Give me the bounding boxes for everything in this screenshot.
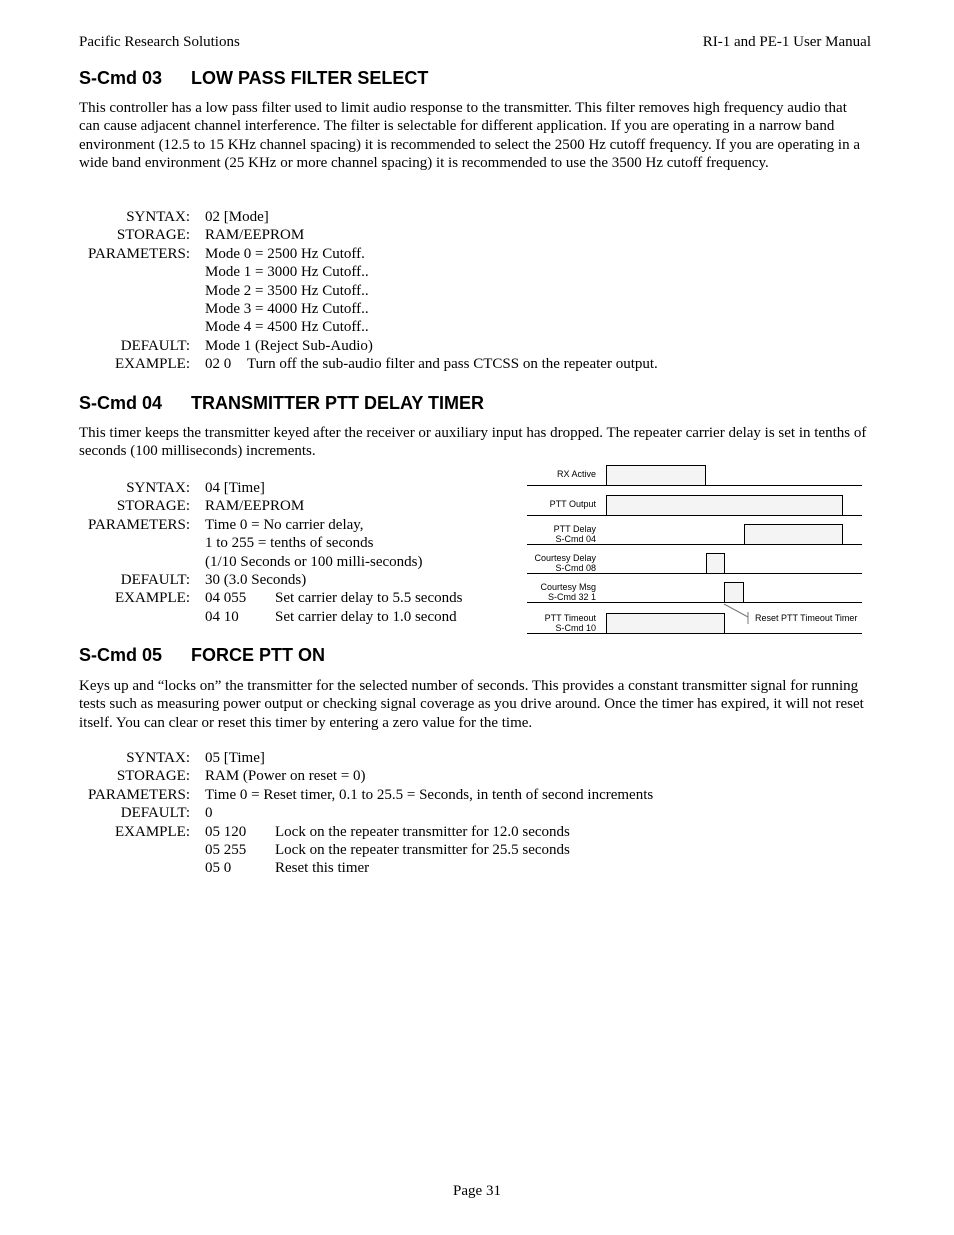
example-command: 05 0 (205, 860, 232, 877)
annotation-reset-ptt-timeout: Reset PTT Timeout Timer (755, 613, 858, 623)
signal-label-ptt-timeout: PTT Timeout S-Cmd 10 (544, 613, 596, 633)
storage-label: STORAGE: (116, 768, 190, 785)
signal-label-courtesy-delay: Courtesy Delay S-Cmd 08 (534, 553, 596, 573)
parameter-line: Time 0 = Reset timer, 0.1 to 25.5 = Seconds, in tenth of second increments (205, 786, 654, 803)
parameter-line: (1/10 Seconds or 100 milli-seconds) (205, 553, 423, 570)
example-label: EXAMPLE: (115, 356, 190, 373)
header-left: Pacific Research Solutions (79, 34, 240, 50)
storage-value: RAM (Power on reset = 0) (205, 768, 366, 785)
section-title: LOW PASS FILTER SELECT (191, 68, 429, 88)
signal-baseline (527, 573, 862, 574)
section-heading-scmd03 (79, 68, 428, 89)
section-description: Keys up and “locks on” the transmitter for the selected number of seconds. This provides a constant transmitter signal for running tests such as measuring power output or checking signal coverage as you drive around. Once the timer has expired, it will not reset itself. You can clear or reset this timer by entering a zero value for the time. (79, 678, 864, 731)
default-label: DEFAULT: (120, 571, 190, 588)
signal-label-rx-active: RX Active (556, 469, 596, 479)
signal-baseline (527, 544, 862, 545)
parameters-label: PARAMETERS: (88, 786, 190, 803)
parameter-line: Time 0 = No carrier delay, (205, 516, 364, 533)
parameter-line: Mode 2 = 3500 Hz Cutoff.. (205, 282, 369, 299)
section-description: This controller has a low pass filter used to limit audio response to the transmitter. This filter removes high frequency audio that can cause adjacent channel interference. The filter is selectable for different application. If you are operating in a narrow band environment (12.5 to 15 KHz channel spacing) it is recommended to select the 2500 Hz cutoff frequency. If you are operating in a wide band environment (25 KHz or more channel spacing) it is recommended to use the 3500 Hz cutoff frequency. (79, 100, 860, 172)
section-heading-scmd05 (79, 645, 325, 666)
default-label: DEFAULT: (120, 337, 190, 354)
section-description: This timer keeps the transmitter keyed after the receiver or auxiliary input has dropped. The repeater carrier delay is set in tenths of seconds (100 milliseconds) increments. (79, 425, 867, 460)
syntax-value: 05 [Time] (205, 750, 265, 766)
example-label: EXAMPLE: (115, 823, 190, 840)
example-description: Lock on the repeater transmitter for 12.0 seconds (275, 823, 570, 840)
section-heading-scmd04 (79, 393, 484, 414)
syntax-value: 02 [Mode] (205, 209, 269, 225)
syntax-value: 04 [Time] (205, 480, 265, 496)
syntax-label: SYNTAX: (126, 480, 190, 496)
parameters-label: PARAMETERS: (88, 516, 190, 533)
section-number: S-Cmd 04 (79, 393, 163, 413)
example-description: Lock on the repeater transmitter for 25.5 seconds (275, 841, 570, 858)
storage-label: STORAGE: (116, 498, 190, 515)
parameter-line: Mode 1 = 3000 Hz Cutoff.. (205, 264, 369, 281)
example-command: 04 055 (205, 590, 247, 607)
signal-label-ptt-delay: PTT Delay S-Cmd 04 (553, 524, 596, 544)
example-command: 05 120 (205, 823, 247, 840)
signal-baseline (527, 633, 862, 634)
command-spec-scmd04 (79, 479, 519, 626)
example-command: 02 0 (205, 356, 232, 373)
default-value: 30 (3.0 Seconds) (205, 571, 307, 588)
signal-baseline (527, 602, 862, 603)
example-description: Set carrier delay to 5.5 seconds (275, 590, 463, 607)
section-title: TRANSMITTER PTT DELAY TIMER (191, 393, 485, 413)
parameters-label: PARAMETERS: (88, 245, 190, 262)
example-description: Turn off the sub-audio filter and pass CTCSS on the repeater output. (247, 356, 658, 373)
section-number: S-Cmd 03 (79, 68, 163, 88)
default-value: Mode 1 (Reject Sub-Audio) (205, 337, 373, 354)
page-number: Page 31 (453, 1183, 501, 1199)
signal-pulse-ptt-timeout (606, 613, 725, 634)
section-title: FORCE PTT ON (191, 645, 325, 665)
example-command: 04 10 (205, 608, 239, 625)
signal-baseline (527, 485, 862, 486)
signal-pulse-ptt-output (606, 495, 843, 516)
signal-label-courtesy-msg: Courtesy Msg S-Cmd 32 1 (540, 582, 596, 602)
storage-value: RAM/EEPROM (205, 227, 305, 244)
parameter-line: Mode 4 = 4500 Hz Cutoff.. (205, 319, 369, 336)
default-label: DEFAULT: (120, 805, 190, 822)
storage-value: RAM/EEPROM (205, 498, 305, 515)
signal-label-ptt-output: PTT Output (549, 499, 596, 509)
example-description: Reset this timer (275, 860, 370, 877)
command-spec-scmd05 (79, 749, 879, 878)
example-description: Set carrier delay to 1.0 second (275, 608, 457, 625)
command-spec-scmd03 (79, 208, 879, 374)
header-right: RI-1 and PE-1 User Manual (702, 34, 871, 50)
syntax-label: SYNTAX: (126, 750, 190, 766)
section-number: S-Cmd 05 (79, 645, 163, 665)
syntax-label: SYNTAX: (126, 209, 190, 225)
example-label: EXAMPLE: (115, 590, 190, 607)
default-value: 0 (205, 805, 213, 822)
storage-label: STORAGE: (116, 227, 190, 244)
parameter-line: Mode 3 = 4000 Hz Cutoff.. (205, 300, 369, 317)
annotation-callout-line (720, 600, 760, 630)
parameter-line: 1 to 255 = tenths of seconds (205, 535, 374, 552)
signal-pulse-courtesy-delay (706, 553, 725, 574)
signal-pulse-rx-active (606, 465, 706, 486)
example-command: 05 255 (205, 841, 247, 858)
signal-baseline (527, 515, 862, 516)
signal-pulse-ptt-delay (744, 524, 843, 545)
parameter-line: Mode 0 = 2500 Hz Cutoff. (205, 245, 365, 262)
